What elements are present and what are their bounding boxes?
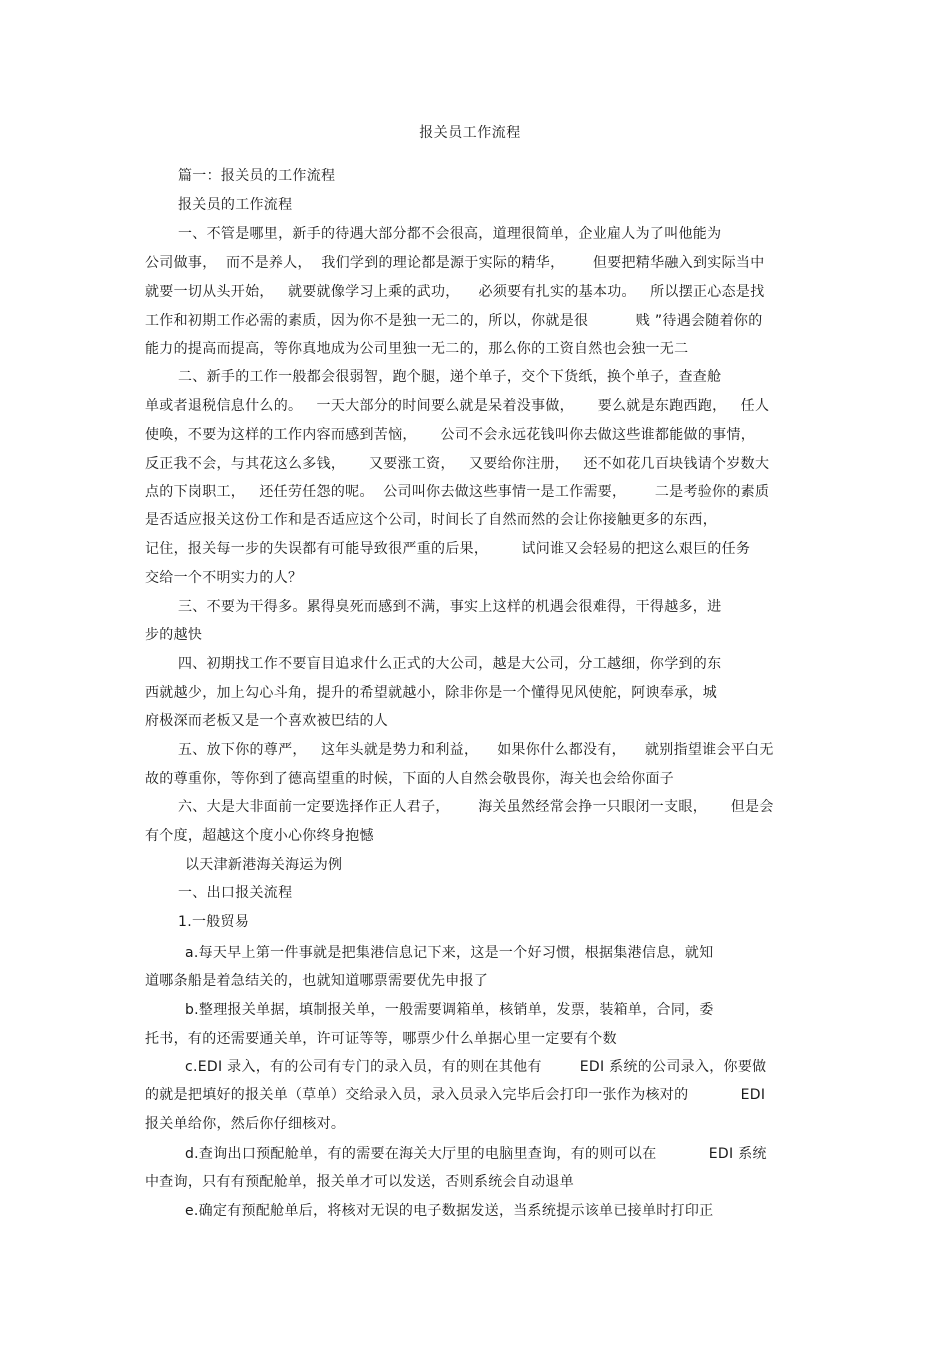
- paragraph-line: 二、新手的工作一般都会很弱智，跑个腿，递个单子，交个下货纸，换个单子，查查舱: [178, 369, 722, 385]
- subheading: 一、出口报关流程: [178, 885, 293, 901]
- paragraph-line: b.整理报关单据，填制报关单，一般需要调箱单，核销单，发票，装箱单，合同，委: [185, 1002, 714, 1018]
- paragraph-line: 使唤，不要为这样的工作内容而感到苦恼， 公司不会永远花钱叫你去做这些谁都能做的事情，: [145, 427, 756, 443]
- paragraph-line: 点的下岗职工， 还任劳任怨的呢。 公司叫你去做这些事情一是工作需要， 二是考验你的素质: [145, 484, 770, 500]
- subheading: 报关员的工作流程: [178, 197, 293, 213]
- paragraph-line: 六、大是大非面前一定要选择作正人君子， 海关虽然经常会挣一只眼闭一支眼， 但是会: [178, 799, 774, 815]
- paragraph-line: 是否适应报关这份工作和是否适应这个公司，时间长了自然而然的会让你接触更多的东西，: [145, 512, 717, 528]
- paragraph-line: 有个度，超越这个度小心你终身抱憾: [145, 828, 374, 844]
- paragraph-line: 中查询，只有有预配舱单，报关单才可以发送，否则系统会自动退单: [145, 1174, 574, 1190]
- paragraph-line: 道哪条船是着急结关的，也就知道哪票需要优先申报了: [145, 973, 489, 989]
- paragraph-line: 府极深而老板又是一个喜欢被巴结的人: [145, 713, 389, 729]
- paragraph-line: 公司做事， 而不是养人， 我们学到的理论都是源于实际的精华， 但要把精华融入到实际当中: [145, 255, 765, 271]
- paragraph-line: 一、不管是哪里，新手的待遇大部分都不会很高，道理很简单，企业雇人为了叫他能为: [178, 226, 722, 242]
- document-title: 报关员工作流程: [419, 125, 521, 141]
- paragraph-line: 报关单给你，然后你仔细核对。: [145, 1116, 346, 1132]
- paragraph-line: 反正我不会，与其花这么多钱， 又要涨工资， 又要给你注册， 还不如花几百块钱请个岁数大: [145, 456, 770, 472]
- paragraph-line: c.EDI 录入，有的公司有专门的录入员，有的则在其他有 EDI 系统的公司录入，你要做: [185, 1059, 767, 1075]
- subheading: 以天津新港海关海运为例: [185, 857, 343, 873]
- paragraph-line: 故的尊重你，等你到了德高望重的时候，下面的人自然会敬畏你，海关也会给你面子: [145, 771, 675, 787]
- paragraph-line: 能力的提高而提高，等你真地成为公司里独一无二的，那么你的工资自然也会独一无二: [145, 341, 689, 357]
- paragraph-line: d.查询出口预配舱单，有的需要在海关大厅里的电脑里查询，有的则可以在 EDI 系统: [185, 1146, 767, 1162]
- paragraph-line: a.每天早上第一件事就是把集港信息记下来，这是一个好习惯，根据集港信息，就知: [185, 945, 714, 961]
- paragraph-line: 西就越少，加上勾心斗角，提升的希望就越小，除非你是一个懂得见风使舵，阿谀奉承，城: [145, 685, 717, 701]
- paragraph-line: 的就是把填好的报关单（草单）交给录入员，录入员录入完毕后会打印一张作为核对的 EDI: [145, 1087, 766, 1103]
- paragraph-line: 单或者退税信息什么的。 一天大部分的时间要么就是呆着没事做， 要么就是东跑西跑， 任人: [145, 398, 770, 414]
- section-heading: 篇一：报关员的工作流程: [178, 168, 336, 184]
- paragraph-line: 工作和初期工作必需的素质，因为你不是独一无二的，所以，你就是很 贱 ”待遇会随着你的: [145, 313, 763, 329]
- paragraph-line: 记住，报关每一步的失误都有可能导致很严重的后果， 试问谁又会轻易的把这么艰巨的任务: [145, 541, 751, 557]
- paragraph-line: 就要一切从头开始， 就要就像学习上乘的武功， 必须要有扎实的基本功。 所以摆正心态是找: [145, 284, 765, 300]
- paragraph-line: 步的越快: [145, 627, 203, 643]
- paragraph-line: 五、放下你的尊严， 这年头就是势力和利益， 如果你什么都没有， 就别指望谁会平白无: [178, 742, 774, 758]
- paragraph-line: 三、不要为干得多。累得臭死而感到不满，事实上这样的机遇会很难得，干得越多，进: [178, 599, 722, 615]
- paragraph-line: 托书，有的还需要通关单，许可证等等，哪票少什么单据心里一定要有个数: [145, 1031, 617, 1047]
- paragraph-line: e.确定有预配舱单后，将核对无误的电子数据发送，当系统提示该单已接单时打印正: [185, 1203, 714, 1219]
- subheading: 1.一般贸易: [178, 914, 250, 930]
- paragraph-line: 交给一个不明实力的人？: [145, 570, 303, 586]
- paragraph-line: 四、初期找工作不要盲目追求什么正式的大公司，越是大公司，分工越细，你学到的东: [178, 656, 722, 672]
